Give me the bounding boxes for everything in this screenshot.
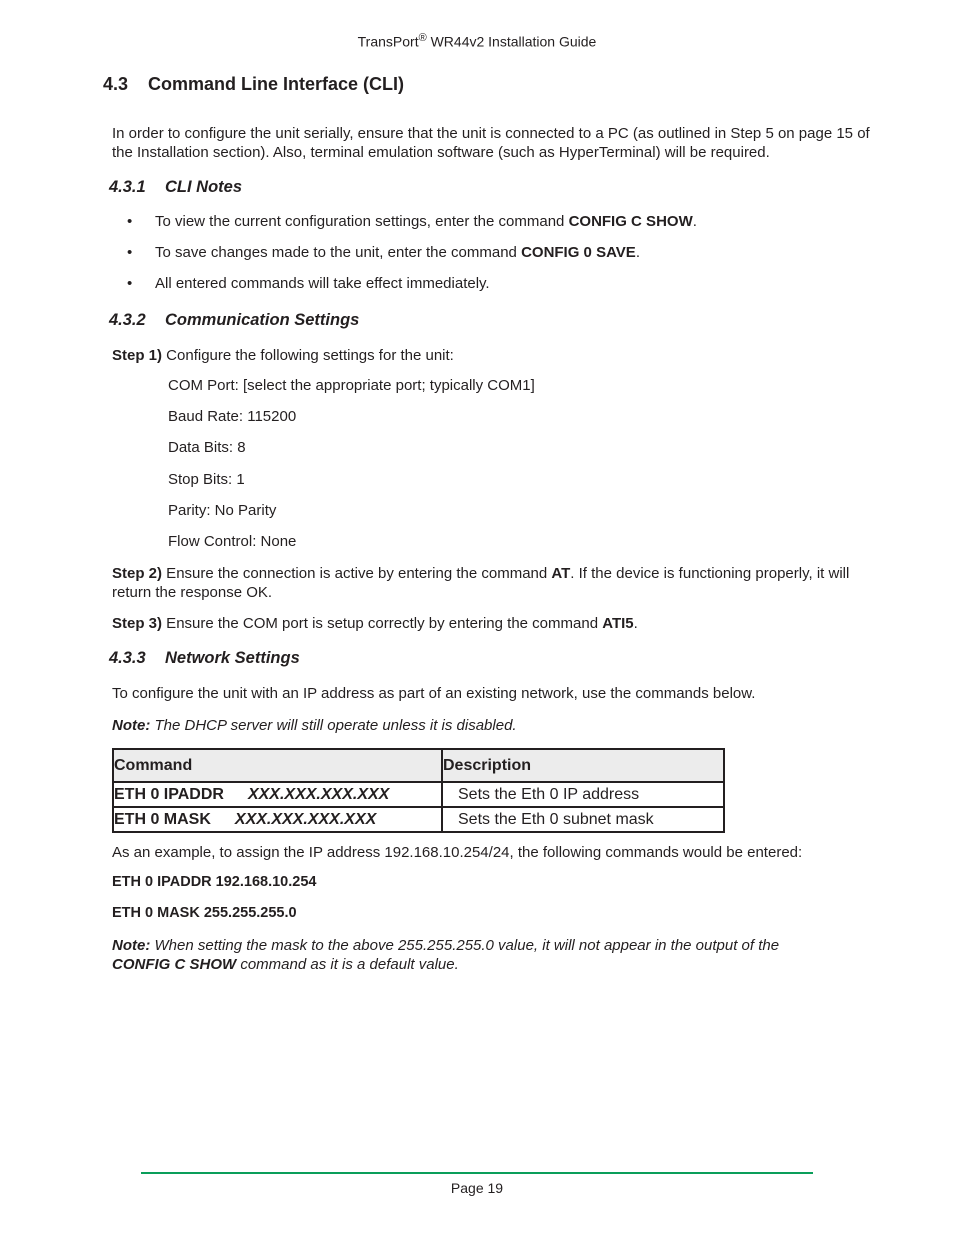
description-cell: Sets the Eth 0 IP address bbox=[442, 782, 724, 807]
intro-paragraph: In order to configure the unit serially, ensure that the unit is connected to a PC (as outlined in Step 5 on page 15 of the Installation section). Also, terminal emulation software (such as HyperTerminal) will be required. bbox=[112, 125, 870, 161]
setting-data-bits: Data Bits: 8 bbox=[168, 439, 246, 456]
setting-parity: Parity: No Parity bbox=[168, 502, 277, 519]
bullet-icon: • bbox=[127, 275, 133, 292]
step-label: Step 1) bbox=[112, 347, 163, 364]
setting-flow-control: Flow Control: None bbox=[168, 533, 297, 550]
table-row bbox=[113, 807, 724, 832]
column-header-description: Description bbox=[442, 749, 724, 782]
example-command-2: ETH 0 MASK 255.255.255.0 bbox=[112, 905, 297, 921]
table-header-row bbox=[113, 749, 724, 782]
header-brand: TransPort bbox=[357, 33, 419, 50]
subsection-number: 4.3.2 bbox=[109, 311, 146, 329]
subsection-heading-cli-notes bbox=[109, 178, 242, 197]
setting-baud-rate: Baud Rate: 115200 bbox=[168, 408, 297, 425]
step-label: Step 2) bbox=[112, 565, 163, 582]
footer-divider bbox=[141, 1172, 813, 1174]
example-paragraph: As an example, to assign the IP address 192.168.10.254/24, the following commands would be entered: bbox=[112, 844, 803, 861]
step-label: Step 3) bbox=[112, 615, 163, 632]
note-2: Note: When setting the mask to the above 255.255.255.0 value, it will not appear in the output of the CONFIG C SHOW command as it is a default value. bbox=[112, 937, 780, 973]
command-text: AT bbox=[551, 565, 571, 582]
section-title: Command Line Interface (CLI) bbox=[148, 74, 405, 94]
subsection-number: 4.3.1 bbox=[109, 178, 146, 196]
command-table bbox=[112, 748, 725, 833]
note bbox=[112, 716, 872, 735]
list-item: • To save changes made to the unit, enter the command CONFIG 0 SAVE. bbox=[127, 244, 640, 261]
bullet-icon: • bbox=[127, 213, 133, 230]
list-item: • All entered commands will take effect immediately. bbox=[127, 275, 490, 292]
subsection-title: Network Settings bbox=[165, 649, 300, 667]
page-header bbox=[0, 32, 954, 50]
command-cell: ETH 0 IPADDR XXX.XXX.XXX.XXX bbox=[113, 782, 442, 807]
setting-stop-bits: Stop Bits: 1 bbox=[168, 471, 245, 488]
registered-mark: ® bbox=[418, 32, 427, 44]
page-number: Page 19 bbox=[450, 1180, 504, 1196]
table-row bbox=[113, 782, 724, 807]
section-heading bbox=[103, 74, 404, 95]
step-3: Step 3) Ensure the COM port is setup correctly by entering the command ATI5. bbox=[112, 615, 638, 632]
column-header-command: Command bbox=[113, 749, 442, 782]
network-intro: To configure the unit with an IP address as part of an existing network, use the commands below. bbox=[112, 685, 756, 702]
list-item: • To view the current configuration settings, enter the command CONFIG C SHOW. bbox=[127, 213, 697, 230]
note-label: Note: bbox=[112, 937, 151, 954]
subsection-number: 4.3.3 bbox=[109, 649, 146, 667]
header-title: WR44v2 Installation Guide bbox=[426, 33, 597, 50]
note-label: Note: bbox=[112, 717, 151, 734]
subsection-heading-communication bbox=[109, 311, 359, 330]
subsection-heading-network bbox=[109, 649, 300, 668]
bullet-icon: • bbox=[127, 244, 133, 261]
step-1: Step 1) Configure the following settings for the unit: bbox=[112, 347, 454, 364]
command-text: CONFIG C SHOW bbox=[112, 956, 237, 973]
note-text: The DHCP server will still operate unless it is disabled. bbox=[150, 717, 517, 734]
step-2: Step 2) Ensure the connection is active by entering the command AT. If the device is functioning properly, it will return the response OK. bbox=[112, 565, 850, 601]
command-cell: ETH 0 MASK XXX.XXX.XXX.XXX bbox=[113, 807, 442, 832]
example-command-1: ETH 0 IPADDR 192.168.10.254 bbox=[112, 874, 317, 890]
command-text: ATI5 bbox=[602, 615, 634, 632]
description-cell: Sets the Eth 0 subnet mask bbox=[442, 807, 724, 832]
setting-com-port: COM Port: [select the appropriate port; typically COM1] bbox=[168, 377, 535, 394]
command-text: CONFIG C SHOW bbox=[568, 213, 693, 230]
subsection-title: CLI Notes bbox=[165, 178, 243, 196]
command-text: CONFIG 0 SAVE bbox=[521, 244, 636, 261]
section-number: 4.3 bbox=[103, 74, 129, 94]
subsection-title: Communication Settings bbox=[165, 311, 360, 329]
